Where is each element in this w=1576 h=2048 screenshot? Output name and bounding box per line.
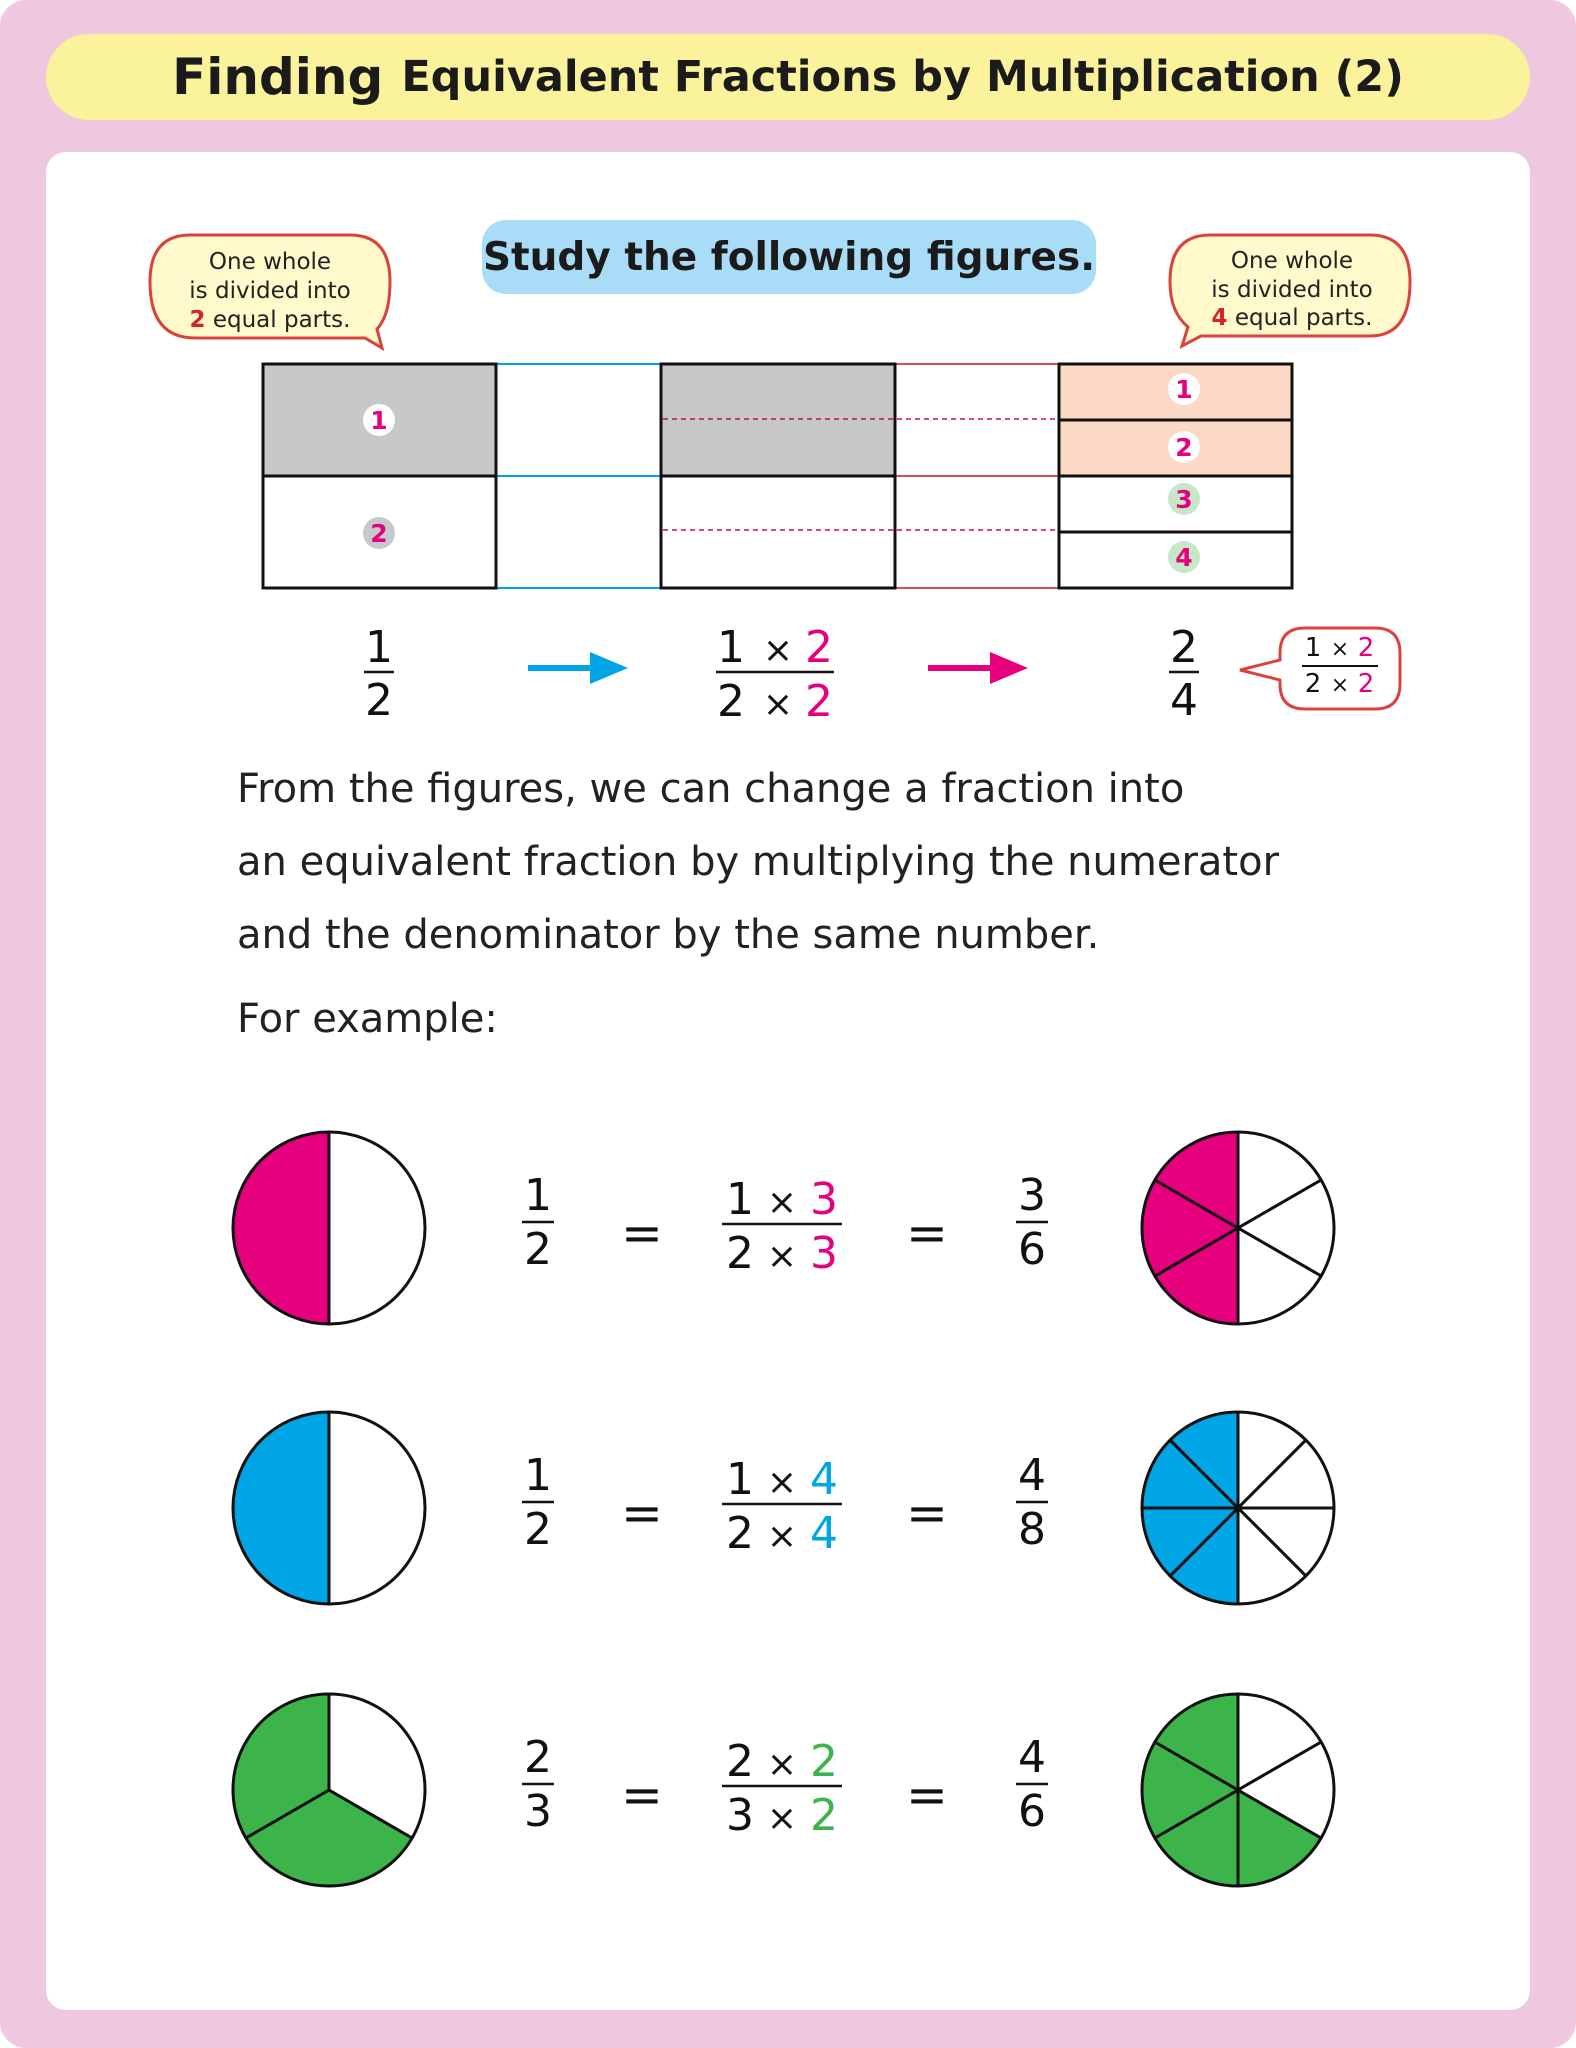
product-denominator-base: 3	[726, 1790, 754, 1841]
equals-sign: =	[621, 1766, 663, 1824]
paragraph-line-2: an equivalent fraction by multiplying the numerator	[237, 839, 1280, 885]
times-sign: ×	[766, 1516, 798, 1557]
part-label-right-4	[1168, 541, 1200, 573]
for-example-label: For example:	[237, 996, 498, 1042]
times-sign: ×	[766, 1744, 798, 1785]
product-numerator-multiplier: 4	[810, 1454, 838, 1505]
result-denominator: 6	[1018, 1224, 1046, 1275]
times-sign: ×	[766, 1462, 798, 1503]
result-numerator: 4	[1018, 1732, 1046, 1783]
pie-sector-shaded	[233, 1412, 329, 1604]
svg-text:×: ×	[1330, 637, 1350, 662]
equals-sign: =	[906, 1484, 948, 1542]
equals-sign: =	[621, 1204, 663, 1262]
part-label-right-2	[1168, 431, 1200, 463]
top-fraction-two-quarters	[1169, 622, 1199, 726]
fraction-pie-1-original	[233, 1132, 425, 1324]
callout-left-line2: is divided into	[189, 278, 351, 304]
pie-sector	[329, 1132, 425, 1324]
rect-split-shaded-part	[661, 364, 895, 476]
arrow-icon	[528, 652, 628, 684]
equals-sign: =	[906, 1766, 948, 1824]
fraction-pie-3-original	[233, 1694, 425, 1886]
pie-sector-shaded	[233, 1132, 329, 1324]
result-denominator: 6	[1018, 1786, 1046, 1837]
connector-lines-red	[895, 364, 1059, 588]
svg-text:2: 2	[1357, 633, 1375, 663]
page-title-first-word: Finding	[172, 48, 384, 106]
svg-text:2: 2	[1357, 669, 1375, 699]
svg-text:2: 2	[370, 519, 388, 548]
part-label-left-1	[363, 404, 395, 436]
svg-text:3: 3	[1175, 485, 1193, 514]
product-denominator-multiplier: 2	[810, 1790, 838, 1841]
fraction-numerator: 1	[524, 1170, 552, 1221]
svg-text:×: ×	[762, 684, 794, 725]
fraction-note-bubble	[1240, 628, 1400, 709]
times-sign: ×	[766, 1236, 798, 1277]
result-numerator: 4	[1018, 1450, 1046, 1501]
svg-text:×: ×	[1330, 673, 1350, 698]
top-fraction-1-numerator: 1	[365, 622, 393, 673]
fraction-pie-2-original	[233, 1412, 425, 1604]
paragraph-line-3: and the denominator by the same number.	[237, 912, 1100, 958]
product-numerator-base: 2	[726, 1736, 754, 1787]
fraction-denominator: 2	[524, 1224, 552, 1275]
arrow-icon	[928, 652, 1028, 684]
svg-text:1: 1	[1304, 633, 1322, 663]
svg-text:2: 2	[717, 676, 745, 727]
product-numerator-multiplier: 3	[810, 1174, 838, 1225]
part-label-right-3	[1168, 483, 1200, 515]
examples-section	[233, 1132, 1334, 1886]
product-numerator-base: 1	[726, 1454, 754, 1505]
result-numerator: 3	[1018, 1170, 1046, 1221]
instruction-text: Study the following figures.	[482, 235, 1096, 280]
fraction-numerator: 2	[524, 1732, 552, 1783]
part-label-right-1	[1168, 373, 1200, 405]
svg-text:2: 2	[1170, 622, 1198, 673]
product-denominator-base: 2	[726, 1508, 754, 1559]
svg-text:1: 1	[717, 622, 745, 673]
top-fraction-one-half	[364, 622, 394, 726]
times-sign: ×	[766, 1182, 798, 1223]
callout-right-line1: One whole	[1230, 248, 1354, 274]
part-label-left-2	[363, 517, 395, 549]
product-denominator-multiplier: 3	[810, 1228, 838, 1279]
fraction-denominator: 2	[524, 1504, 552, 1555]
fraction-pie-2-equivalent	[1142, 1412, 1334, 1604]
product-denominator-base: 2	[726, 1228, 754, 1279]
product-denominator-multiplier: 4	[810, 1508, 838, 1559]
svg-text:2: 2	[1304, 669, 1322, 699]
fraction-denominator: 3	[524, 1786, 552, 1837]
top-fraction-1-denominator: 2	[365, 675, 393, 726]
page-title: Equivalent Fractions by Multiplication (2)	[401, 52, 1404, 102]
connector-lines-blue	[496, 364, 661, 588]
svg-text:4: 4	[1175, 543, 1193, 572]
svg-text:4: 4	[1170, 675, 1198, 726]
fraction-pie-3-equivalent	[1142, 1694, 1334, 1886]
callout-right-line3: 4 equal parts.	[1211, 305, 1373, 331]
svg-text:2: 2	[805, 622, 833, 673]
top-fraction-multiplied	[716, 622, 834, 727]
callout-left-line3: 2 equal parts.	[189, 307, 351, 333]
callout-right-line2: is divided into	[1211, 277, 1373, 303]
rect-halves	[263, 364, 496, 588]
svg-text:×: ×	[762, 630, 794, 671]
svg-text:1: 1	[1175, 375, 1193, 404]
svg-text:2: 2	[805, 676, 833, 727]
svg-text:1: 1	[370, 406, 388, 435]
fraction-pie-1-equivalent	[1142, 1132, 1334, 1324]
paragraph-line-1: From the figures, we can change a fraction into	[237, 766, 1185, 812]
product-numerator-multiplier: 2	[810, 1736, 838, 1787]
equals-sign: =	[621, 1484, 663, 1542]
product-numerator-base: 1	[726, 1174, 754, 1225]
result-denominator: 8	[1018, 1504, 1046, 1555]
pie-sector	[329, 1412, 425, 1604]
rect-split-unshaded-part	[661, 476, 895, 588]
fraction-numerator: 1	[524, 1450, 552, 1501]
svg-text:2: 2	[1175, 433, 1193, 462]
times-sign: ×	[766, 1798, 798, 1839]
callout-left-line1: One whole	[208, 249, 332, 275]
equals-sign: =	[906, 1204, 948, 1262]
